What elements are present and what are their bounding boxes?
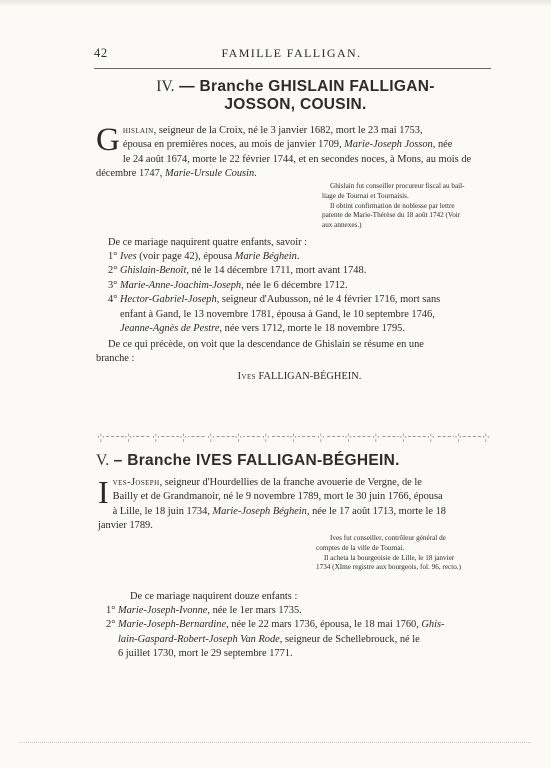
section-iv-title-line2: JOSSON, COUSIN. bbox=[224, 96, 367, 113]
list-item: 2° Marie-Joseph-Bernardine, née le 22 mars 1736, épousa, le 18 mai 1760, Ghis- bbox=[106, 619, 445, 631]
running-head: FAMILLE FALLIGAN. bbox=[221, 46, 362, 60]
list-item-continuation: lain-Gaspard-Robert-Joseph Van Rode, seigneur de Schellebrouck, né le bbox=[118, 633, 420, 645]
section-iv-title bbox=[100, 78, 491, 114]
branch-name: Ives FALLIGAN-BÉGHEIN. bbox=[237, 370, 362, 382]
section-v-children-intro: De ce mariage naquirent douze enfants : bbox=[130, 591, 298, 602]
ornament-separator: ·¦· ·¦· ·¦· ·¦· ·¦· ·¦· ·¦· ·¦· ·¦· ·¦· ·¦· ·¦· ·¦· ·¦· ·¦· bbox=[97, 432, 490, 442]
page-edge-shadow bbox=[0, 0, 551, 6]
list-item: 3° Marie-Anne-Joachim-Joseph, née le 6 décembre 1712. bbox=[108, 279, 348, 291]
section-iv-paragraph: G hislain, seigneur de la Croix, né le 3 janvier 1682, mort le 23 mai 1753, épousa en premières noces, au mois de janvier 1709, Marie-Joseph Josson, née le 24 août 1674, morte le 22 février 1744, et en secondes noces, à Mons, au mois de décembre 1747, Marie-Ursule Cousin. bbox=[96, 122, 472, 180]
section-v-children-list bbox=[106, 604, 491, 662]
drop-cap-g: G bbox=[96, 122, 120, 158]
section-iv-conclusion: De ce qui précède, on voit que la descendance de Ghislain se résume en une branche : Ives FALLIGAN-BÉGHEIN. bbox=[108, 338, 491, 395]
list-item: 1° Ives (voir page 42), épousa Marie Béghein. bbox=[108, 251, 300, 262]
list-item-continuation: 6 juillet 1730, mort le 29 septembre 1771. bbox=[118, 648, 293, 660]
section-v-paragraph: I ves-Joseph, seigneur d'Hourdellies de la franche avouerie de Vergne, de le Bailly et de Grandmanoir, né le 9 novembre 1789, mort le 30 juin 1766, épousa à Lille, le 18 juin 1734, Marie-Joseph Béghein, née le 17 août 1713, morte le 18 janvier 1789. bbox=[98, 474, 446, 532]
section-v-title: V. – Branche IVES FALLIGAN-BÉGHEIN. bbox=[96, 452, 400, 469]
list-item: 2° Ghislain-Benoît, né le 14 décembre 1711, mort avant 1748. bbox=[108, 265, 367, 277]
header-rule bbox=[94, 68, 491, 69]
section-iv-footnote: Ghislain fut conseiller procureur fiscal au bail- liage de Tournai et Tournaisis. Il obtint confirmation de noblesse par lettre patente de Marie-Thérèse du 18 août 1742 (Voir aux annexes.) bbox=[322, 182, 465, 230]
page-header bbox=[94, 46, 489, 64]
list-item-continuation: Jeanne-Agnès de Pestre, née vers 1712, morte le 18 novembre 1795. bbox=[120, 323, 405, 335]
drop-cap-i: I bbox=[98, 474, 109, 510]
section-v-footnote: Ives fut conseiller, contrôleur général de comptes de la ville de Tournai. Il acheta la bourgeoisie de Lille, le 18 janvier 1734 (XIme registre aux bourgeois, fol. 96, recto.) bbox=[316, 534, 461, 572]
section-iv-children-intro: De ce mariage naquirent quatre enfants, savoir : bbox=[108, 237, 308, 248]
page-number: 42 bbox=[94, 46, 108, 60]
page-bottom-edge bbox=[20, 742, 531, 743]
section-iv-number: IV. bbox=[156, 78, 175, 95]
list-item: 1° Marie-Joseph-Ivonne, née le 1er mars 1735. bbox=[106, 605, 302, 616]
list-item-continuation: enfant à Gand, le 13 novembre 1781, épousa à Gand, le 10 septembre 1746, bbox=[120, 308, 435, 320]
list-item: 4° Hector-Gabriel-Joseph, seigneur d'Aubusson, né le 4 février 1716, mort sans bbox=[108, 294, 441, 306]
section-iv-title-line1: — Branche GHISLAIN FALLIGAN- bbox=[179, 78, 435, 95]
section-iv-children-list bbox=[108, 250, 491, 336]
